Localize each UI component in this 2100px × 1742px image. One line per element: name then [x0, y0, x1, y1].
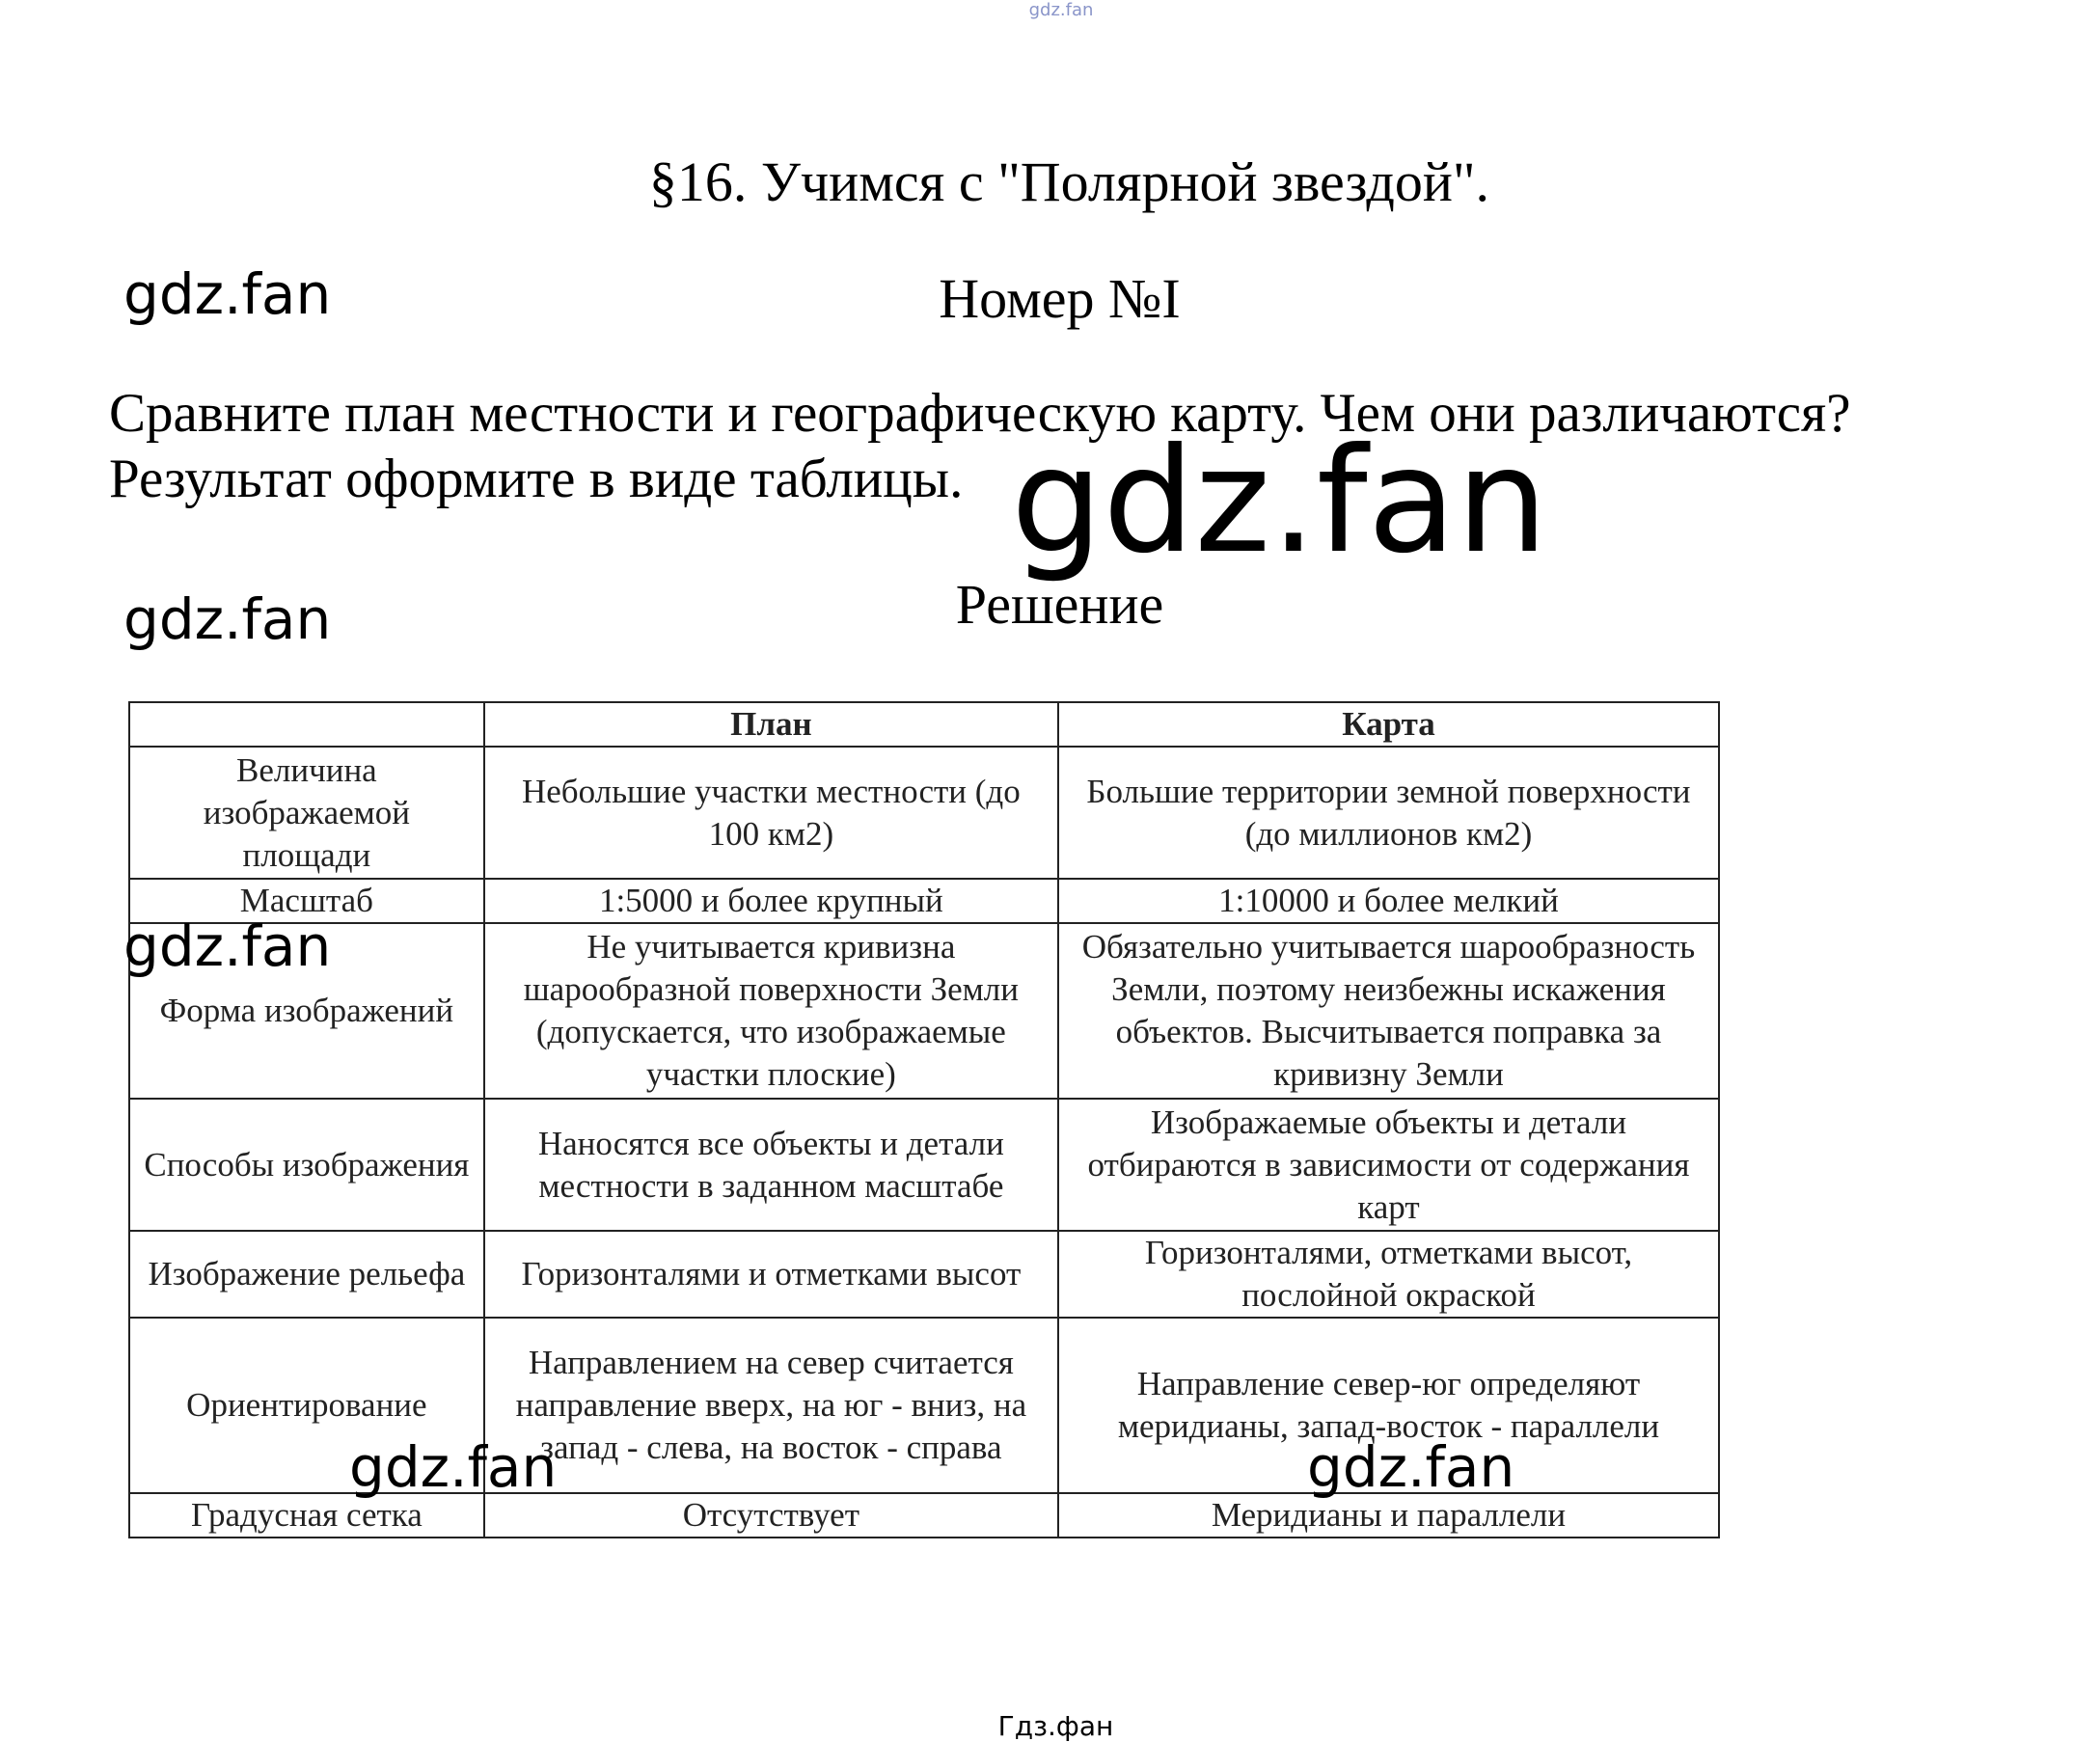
- top-watermark: gdz.fan: [1028, 0, 1094, 20]
- plan-cell: Небольшие участки местности (до 100 км2): [484, 747, 1058, 879]
- plan-cell: Не учитывается кривизна шарообразной поверхности Земли (допускается, что изображаемые участки плоские): [484, 923, 1058, 1099]
- watermark: gdz.fan: [349, 1434, 558, 1500]
- task-text: Сравните план местности и географическую карту. Чем они различаются? Результат оформите в виде таблицы.: [109, 383, 1851, 509]
- aspect-cell: Масштаб: [129, 879, 484, 923]
- table-row: [129, 747, 1719, 879]
- solution-heading: Решение: [955, 573, 1164, 636]
- aspect-cell: Градусная сетка: [129, 1493, 484, 1538]
- watermark: gdz.fan: [123, 261, 332, 327]
- aspect-cell: Величина изображаемой площади: [129, 747, 484, 879]
- map-cell: 1:10000 и более мелкий: [1058, 879, 1719, 923]
- plan-cell: Наносятся все объекты и детали местности в заданном масштабе: [484, 1099, 1058, 1231]
- watermark: gdz.fan: [1307, 1434, 1515, 1500]
- plan-cell: 1:5000 и более крупный: [484, 879, 1058, 923]
- watermark: gdz.fan: [123, 586, 332, 652]
- section-heading: §16. Учимся с "Полярной звездой".: [648, 150, 1490, 213]
- plan-cell: Направлением на север считается направление вверх, на юг - вниз, на запад - слева, на восток - справа: [484, 1318, 1058, 1493]
- footer-watermark: Гдз.фан: [997, 1710, 1114, 1742]
- comparison-table: [128, 701, 1720, 1538]
- table-row: [129, 1231, 1719, 1318]
- header-map: Карта: [1058, 702, 1719, 747]
- map-cell: Горизонталями, отметками высот, послойной окраской: [1058, 1231, 1719, 1318]
- aspect-cell: Изображение рельефа: [129, 1231, 484, 1318]
- table-row: [129, 879, 1719, 923]
- aspect-cell: Форма изображений: [129, 923, 484, 1099]
- exercise-number: Номер №I: [939, 267, 1181, 330]
- map-cell: Большие территории земной поверхности (до миллионов км2): [1058, 747, 1719, 879]
- header-plan: План: [484, 702, 1058, 747]
- plan-cell: Отсутствует: [484, 1493, 1058, 1538]
- table-header-row: [129, 702, 1719, 747]
- map-cell: Направление север-юг определяют меридианы, запад-восток - параллели: [1058, 1318, 1719, 1493]
- header-aspect: [129, 702, 484, 747]
- map-cell: Изображаемые объекты и детали отбираются в зависимости от содержания карт: [1058, 1099, 1719, 1231]
- aspect-cell: Ориентирование: [129, 1318, 484, 1493]
- table-row: [129, 923, 1719, 1099]
- map-cell: Обязательно учитывается шарообразность Земли, поэтому неизбежны искажения объектов. Высчитывается поправка за кривизну Земли: [1058, 923, 1719, 1099]
- watermark: gdz.fan: [123, 913, 332, 979]
- map-cell: Меридианы и параллели: [1058, 1493, 1719, 1538]
- aspect-cell: Способы изображения: [129, 1099, 484, 1231]
- plan-cell: Горизонталями и отметками высот: [484, 1231, 1058, 1318]
- watermark-large: gdz.fan: [1011, 418, 1548, 585]
- table-row: [129, 1099, 1719, 1231]
